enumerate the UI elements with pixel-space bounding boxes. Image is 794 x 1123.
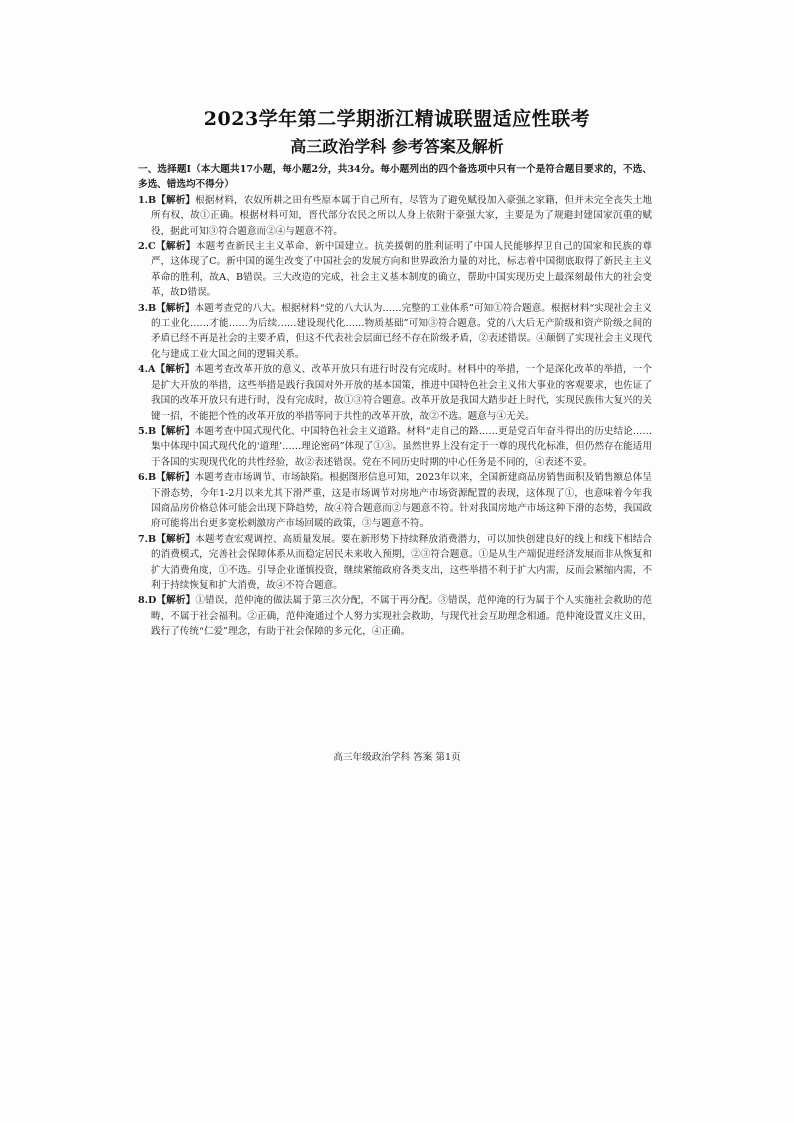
answer-item-1 — [138, 193, 652, 239]
item-answer: A — [148, 364, 156, 376]
page-footer: 高三年级政治学科 答案 第1页 — [333, 752, 461, 763]
answer-item-7 — [138, 532, 652, 594]
item-answer: B — [148, 302, 157, 314]
answer-item-5 — [138, 424, 652, 470]
item-number: 8. — [138, 595, 149, 607]
item-tag: 【解析】 — [156, 302, 195, 314]
item-number: 4. — [138, 364, 149, 376]
document-title: 2023学年第二学期浙江精诚联盟适应性联考 — [203, 108, 591, 130]
item-tag: 【解析】 — [156, 533, 196, 545]
item-number: 7. — [138, 533, 149, 545]
item-answer: C — [148, 241, 156, 253]
item-number: 2. — [138, 241, 149, 253]
item-answer: B — [148, 425, 157, 437]
item-number: 1. — [138, 194, 149, 206]
item-answer: B — [148, 194, 157, 206]
item-tag: 【解析】 — [156, 194, 196, 206]
item-text: 本题考查新民主主义革命、新中国建立。抗美援朝的胜利证明了中国人民能够捍卫自己的国家和民族的尊严，这体现了C。新中国的诞生改变了中国社会的发展方向和世界政治力量的对比，标志着中国彻底取得了新民主主义革命的胜利，故A、B错误。三大改造的完成，社会主义基本制度的确立，帮助中国实现历史上最深刻最伟大的社会变革，故D错误。 — [151, 241, 653, 299]
section-heading: 一、选择题Ⅰ（本大题共17小题，每小题2分，共34分。每小题列出的四个备选项中只有一个是符合题目要求的，不选、多选、错选均不得分） — [138, 164, 652, 191]
item-text: ①错误，范仲淹的做法属于第三次分配，不属于再分配。③错误，范仲淹的行为属于个人实施社会救助的范畴，不属于社会福利。②正确，范仲淹通过个人努力实现社会救助，与现代社会互助理念相通。范仲淹设置义庄义田，践行了传统“仁爱”理念，有助于社会保障的多元化，④正确。 — [151, 595, 652, 638]
item-text: 本题考查宏观调控、高质量发展。要在新形势下持续释放消费潜力，可以加快创建良好的线上和线下相结合的消费模式，完善社会保障体系从而稳定居民未来收入预期，②③符合题意。①是从生产端促进经济发展而非从恢复和扩大消费角度，①不选。引导企业谨慎投资，继续紧缩政府各类支出，这些举措不利于扩大内需，反而会紧缩内需，不利于持续恢复和扩大消费，故④不符合题意。 — [151, 533, 653, 591]
item-tag: 【解析】 — [156, 425, 195, 437]
item-tag: 【解析】 — [156, 595, 196, 607]
item-tag: 【解析】 — [156, 472, 195, 484]
item-answer: B — [148, 472, 157, 484]
item-number: 6. — [138, 472, 149, 484]
answer-content — [138, 162, 652, 640]
document-subtitle: 高三政治学科 参考答案及解析 — [290, 137, 504, 156]
item-answer: D — [148, 595, 157, 607]
item-text: 本题考查党的八大。根据材料“党的八大认为……完整的工业体系”可知①符合题意。根据材料“实现社会主义的工业化……才能……为后续……建设现代化……物质基础”可知③符合题意。党的八大后无产阶级和资产阶级之间的矛盾已经不再是社会的主要矛盾，但这不代表社会层面已经不存在阶级矛盾，②表述错误。④颠倒了实现社会主义现代化与建成工业大国之间的逻辑关系。 — [151, 302, 653, 360]
item-tag: 【解析】 — [155, 364, 195, 376]
item-tag: 【解析】 — [155, 241, 196, 253]
item-number: 3. — [138, 302, 149, 314]
item-number: 5. — [138, 425, 149, 437]
item-text: 根据材料，农奴所耕之田有些原本属于自己所有，尽管为了避免赋役加入豪强之家籍，但并未完全丧失土地所有权，故①正确。根据材料可知，晋代部分农民之所以人身上依附于豪强大家，主要是为了规避封建国家沉重的赋役，据此可知③符合题意而②④与题意不符。 — [151, 194, 653, 237]
answer-item-3 — [138, 301, 652, 363]
item-text: 本题考查改革开放的意义、改革开放只有进行时没有完成时。材料中的举措，一个是深化改革的举措，一个是扩大开放的举措，这些举措是践行我国对外开放的基本国策，推进中国特色社会主义伟大事业的客观要求，也佐证了我国的改革开放只有进行时，没有完成时，故①③符合题意。改革开放是我国大踏步赶上时代，实现民族伟大复兴的关键一招，不能把个性的改革开放的举措等同于共性的改革开放，故②不选。题意与④无关。 — [151, 364, 653, 422]
item-text: 本题考查市场调节、市场缺陷。根据图形信息可知，2023年以来，全国新建商品房销售面积及销售额总体呈下滑态势，今年1-2月以来尤其下滑严重，这是市场调节对房地产市场资源配置的表现，这体现了①，也意味着今年我国商品房价格总体可能会出现下降趋势，故④符合题意而②与题意不符。针对我国房地产市场这种下滑的态势，我国政府可能将出台更多宽松刺激房产市场回暖的政策，③与题意不符。 — [151, 472, 652, 530]
item-answer: B — [148, 533, 157, 545]
answer-item-8 — [138, 593, 652, 639]
answer-item-6 — [138, 470, 652, 532]
answer-item-2 — [138, 239, 652, 301]
item-text: 本题考查中国式现代化、中国特色社会主义道路。材料“走自己的路……更是党百年奋斗得出的历史结论……集中体现中国式现代化的‘道理’……理论密码”体现了①③。虽然世界上没有定于一尊的现代化标准，但仍然存在能适用于各国的实现现代化的共性经验，故②表述错误。党在不同历史时期的中心任务是不同的，④表述不妥。 — [151, 425, 653, 468]
answer-item-4 — [138, 362, 652, 424]
